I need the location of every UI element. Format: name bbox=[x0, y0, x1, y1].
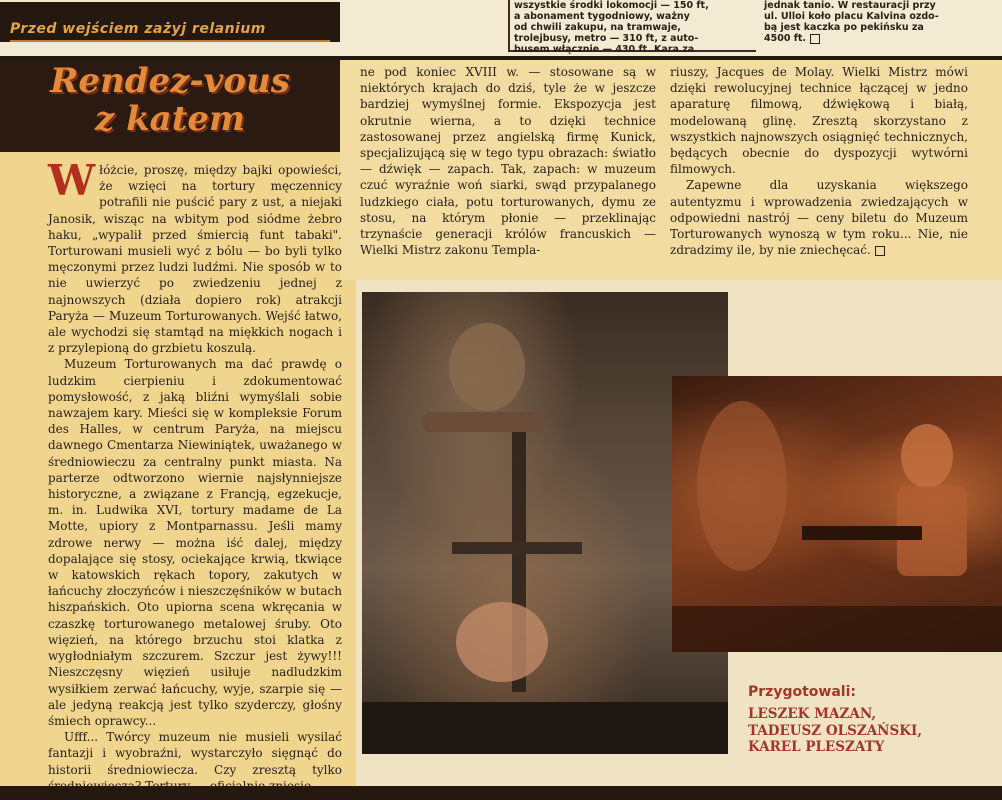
snippet-line: ul. Ulloi koło placu Kalvina ozdo- bbox=[764, 11, 939, 22]
snippet-line: busem włącznie — 430 ft. Kara za bbox=[514, 44, 695, 55]
paragraph: Włóżcie, proszę, między bajki opowieści, że wzięci na tortury męczennicy potrafili nie puścić pary z ust, a niejaki Janosik, wisząc na wbitym pod siódme żebro haku, „wypalił przed śmiercią funt tabaki". Torturowani musieli wyć z bólu — bo byli tylko męczonymi przez ludzi ludźmi. Nie sposób w to nie uwierzyć po zwiedzeniu jednej z najnowszych (działa dopiero rok) atrakcji Paryża — Muzeum Torturowanych. Wejść łatwo, ale wychodzi się stamtąd na miękkich nogach i z przylepioną do grzbietu koszulą. bbox=[48, 156, 342, 356]
bottom-bar bbox=[0, 786, 1002, 800]
torture-scene-photo-chains bbox=[672, 376, 1002, 652]
credits-label: Przygotowali: bbox=[748, 684, 856, 700]
article-column-3 bbox=[670, 64, 968, 258]
photo-illustration bbox=[672, 376, 1002, 652]
paragraph: Ufff... Twórcy muzeum nie musieli wysilać fantazji i wyobraźni, wystarczyło sięgnąć do historii średniowiecza. Czy zresztą tylko bbox=[48, 730, 342, 777]
author-name: TADEUSZ OLSZAŃSKI, bbox=[748, 722, 923, 739]
drop-cap: W bbox=[48, 156, 96, 205]
end-mark-icon bbox=[810, 34, 820, 44]
end-mark-icon bbox=[875, 246, 885, 256]
snippet-line: od chwili zakupu, na tramwaje, bbox=[514, 22, 681, 33]
article-column-1 bbox=[48, 156, 342, 794]
snippet-line: wszystkie środki lokomocji — 150 ft, bbox=[514, 0, 709, 11]
snippet-line: 4500 ft. bbox=[764, 33, 968, 44]
article-title bbox=[0, 62, 340, 138]
title-line-2: z katem bbox=[94, 99, 246, 139]
previous-article-snippet-left bbox=[508, 0, 756, 55]
author-name: KAREL PLESZATY bbox=[748, 739, 885, 755]
paragraph: Zapewne dla uzyskania większego autentyzmu i wprowadzenia zwiedzających w odpowiedni nastrój — ceny biletu do Muzeum Torturowanych wynoszą w tym roku... Nie, nie zdradzimy ile, by nie zniechęcać. bbox=[670, 178, 968, 258]
title-line-1: Rendez-vous bbox=[50, 61, 290, 101]
snippet-line: trolejbusy, metro — 310 ft, z auto- bbox=[514, 33, 699, 44]
snippet-line: bą jest kaczka po pekińsku za bbox=[764, 22, 924, 33]
paragraph: ne pod koniec XVIII w. — stosowane są w niektórych krajach do dziś, tyle że w jeszcze bardziej wymyślnej formie. Ekspozycja jest okrutnie wierna, a to dzięki technice zastosowanej przez angielską firmę Kunick, specjalizującą się w tego typu obrazach: światło — dźwięk — zapach. Tak, zapach: w muzeum czuć wyraźnie woń siarki, swąd przypalanego ludzkiego ciała, potu torturowanych, dymu ze stosu, na którym płonie — przeklinając trzynaście generacji królów francuskich — Wielki Mistrz zakonu Templa- bbox=[360, 65, 656, 258]
paragraph: riuszy, Jacques de Molay. Wielki Mistrz mówi dzięki rewolucyjnej technice łączącej w jedno aparaturę filmową, dźwiękową i białą, modelowaną glinę. Zresztą skorzystano z wszystkich najnowszych osiągnięć technicznych, będących obecnie do dyspozycji wytwórni filmowych. bbox=[670, 65, 968, 177]
section-kicker: Przed wejściem zażyj relanium bbox=[10, 20, 330, 42]
snippet-line: a abonament tygodniowy, ważny bbox=[514, 11, 690, 22]
paragraph: Muzeum Torturowanych ma dać prawdę o ludzkim cierpieniu i zdokumentować pomysłowość, z jaką bliźni wymyślali sobie nawzajem kary. Mieści się w kompleksie Forum des Halles, w centrum Paryża, na miejscu dawnego Cmentarza Niewiniątek, uważanego w średniowieczu za centralny punkt miasta. Na parterze odtworzono wiernie najsłynniejsze historyczne, a związane z Francją, egzekucje, m. in. Ludwika XVI, tortury madame de La Motte, upiory z Montparnassu. Jeśli mamy zdrowe nerwy — można iść dalej, między dopalające się stosy, ociekające krwią, tkwiące w katowskich rękach topory, zakutych w łańcuchy złoczyńców i nieszczęśników w butach hiszpańskich. Oto upiorna scena wkręcania w czaszkę torturowanego metalowej śruby. Oto więzień, na którego brzuchu stoi klatka z wygłodniałym szczurem. Szczur jest żywy!!! Nieszczęsny więzień usiłuje nadludzkim wysiłkiem zerwać łańcuchy, wyje, szarpie się — ale jedyną reakcją jest tylko szyderczy, głośny śmiech oprawcy... bbox=[48, 357, 342, 728]
snippet-line: jednak tanio. W restauracji przy bbox=[764, 0, 936, 11]
previous-article-snippet-right bbox=[760, 0, 972, 52]
credits-names bbox=[748, 706, 998, 756]
article-column-2 bbox=[360, 64, 656, 258]
author-name: LESZEK MAZAN, bbox=[748, 706, 877, 722]
